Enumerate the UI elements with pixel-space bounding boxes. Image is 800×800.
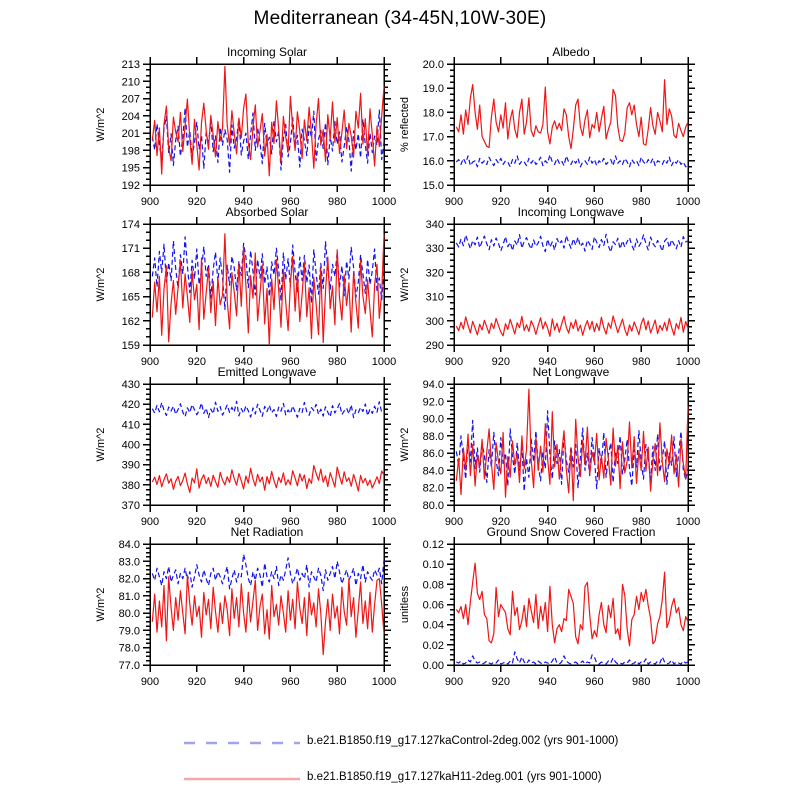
chart-incoming-longwave <box>384 204 718 384</box>
y-tick-label: 430 <box>121 379 140 391</box>
y-tick-label: 0.02 <box>422 639 444 652</box>
x-tick-label: 1000 <box>675 676 701 688</box>
series-line-experiment <box>456 316 688 336</box>
y-tick-label: 16.0 <box>422 155 444 168</box>
series-line-experiment <box>152 575 384 655</box>
y-tick-label: 77.0 <box>118 660 140 672</box>
y-tick-label: 207 <box>121 93 140 106</box>
y-tick-label: 0.12 <box>422 539 444 551</box>
y-axis-label: unitless <box>399 585 411 624</box>
y-tick-label: 168 <box>121 267 140 280</box>
series-line-experiment <box>152 234 384 345</box>
y-tick-label: 390 <box>121 459 140 472</box>
legend-item-control <box>0 735 800 749</box>
y-axis-label: W/m^2 <box>399 267 411 302</box>
chart-absorbed-solar <box>80 204 414 384</box>
x-tick-label: 960 <box>585 676 604 688</box>
y-tick-label: 0.06 <box>422 599 444 612</box>
y-tick-label: 192 <box>121 180 140 192</box>
x-tick-label: 960 <box>281 196 300 208</box>
x-tick-label: 960 <box>281 676 300 688</box>
y-tick-label: 82.0 <box>118 573 140 586</box>
plot-frame <box>454 384 688 505</box>
y-tick-label: 380 <box>121 479 140 492</box>
x-tick-label: 960 <box>281 516 300 528</box>
x-tick-label: 940 <box>234 196 253 208</box>
legend-solid-line-icon <box>183 775 301 783</box>
y-tick-label: 159 <box>121 340 140 352</box>
y-tick-label: 290 <box>425 340 444 352</box>
chart-title: Net Longwave <box>532 365 610 379</box>
y-tick-label: 78.0 <box>118 642 140 655</box>
y-tick-label: 15.0 <box>422 180 444 192</box>
y-axis-label: W/m^2 <box>95 427 107 462</box>
series-line-control <box>456 652 688 664</box>
chart-canvas <box>80 524 414 699</box>
y-tick-label: 210 <box>121 76 140 89</box>
chart-title: Net Radiation <box>230 525 304 539</box>
y-tick-label: 195 <box>121 162 140 175</box>
x-tick-label: 940 <box>538 676 557 688</box>
y-tick-label: 320 <box>425 267 444 280</box>
plot-frame <box>454 544 688 665</box>
y-tick-label: 310 <box>425 291 444 304</box>
y-tick-label: 84.0 <box>118 539 140 551</box>
y-axis-label: W/m^2 <box>95 267 107 302</box>
y-axis-label: W/m^2 <box>95 107 107 142</box>
y-tick-label: 81.0 <box>118 590 140 603</box>
x-tick-label: 920 <box>187 516 206 528</box>
y-tick-label: 92.0 <box>422 396 444 409</box>
x-tick-label: 1000 <box>675 516 701 528</box>
y-tick-label: 174 <box>121 219 140 231</box>
y-tick-label: 0.10 <box>422 559 444 572</box>
x-tick-label: 900 <box>444 356 464 368</box>
x-tick-label: 980 <box>632 356 651 368</box>
chart-title: Albedo <box>552 45 590 59</box>
chart-canvas <box>384 364 718 539</box>
chart-canvas <box>80 364 414 539</box>
x-tick-label: 920 <box>187 676 206 688</box>
x-tick-label: 940 <box>234 516 253 528</box>
y-tick-label: 171 <box>121 243 140 256</box>
y-tick-label: 80.0 <box>118 608 140 621</box>
x-tick-label: 920 <box>187 356 206 368</box>
chart-incoming-solar <box>80 44 414 224</box>
chart-title: Emitted Longwave <box>217 365 317 379</box>
x-tick-label: 980 <box>328 516 347 528</box>
y-axis-label: W/m^2 <box>399 427 411 462</box>
plot-frame <box>150 384 384 505</box>
x-tick-label: 1000 <box>371 356 397 368</box>
x-tick-label: 960 <box>585 516 604 528</box>
series-line-experiment <box>152 466 384 493</box>
y-tick-label: 410 <box>121 419 140 432</box>
x-tick-label: 900 <box>140 356 160 368</box>
x-tick-label: 920 <box>187 196 206 208</box>
x-tick-label: 920 <box>491 676 510 688</box>
y-tick-label: 19.0 <box>422 83 444 96</box>
y-tick-label: 17.0 <box>422 131 444 144</box>
x-tick-label: 980 <box>328 356 347 368</box>
y-tick-label: 420 <box>121 399 140 412</box>
x-tick-label: 900 <box>444 676 464 688</box>
y-tick-label: 204 <box>121 110 140 123</box>
x-tick-label: 1000 <box>675 196 701 208</box>
chart-albedo <box>384 44 718 224</box>
chart-canvas <box>384 44 718 219</box>
x-tick-label: 980 <box>632 516 651 528</box>
y-tick-label: 18.0 <box>422 107 444 120</box>
chart-canvas <box>80 44 414 219</box>
chart-title: Ground Snow Covered Fraction <box>486 525 656 539</box>
y-tick-label: 84.0 <box>422 465 444 478</box>
x-tick-label: 940 <box>538 356 557 368</box>
y-tick-label: 83.0 <box>118 556 140 569</box>
chart-canvas <box>80 204 414 379</box>
x-tick-label: 900 <box>140 196 160 208</box>
chart-canvas <box>384 204 718 379</box>
y-tick-label: 213 <box>121 59 140 71</box>
y-tick-label: 90.0 <box>422 413 444 426</box>
x-tick-label: 920 <box>491 356 510 368</box>
series-line-experiment <box>152 66 384 176</box>
chart-title: Absorbed Solar <box>225 205 309 219</box>
x-tick-label: 940 <box>234 356 253 368</box>
series-line-experiment <box>456 80 688 149</box>
x-tick-label: 1000 <box>675 356 701 368</box>
legend-label-experiment: b.e21.B1850.f19_g17.127kaH11-2deg.001 (yrs 901-1000) <box>307 771 602 783</box>
y-tick-label: 0.04 <box>422 619 444 632</box>
x-tick-label: 900 <box>444 516 464 528</box>
y-tick-label: 86.0 <box>422 448 444 461</box>
chart-net-longwave <box>384 364 718 544</box>
legend-label-control: b.e21.B1850.f19_g17.127kaControl-2deg.002 (yrs 901-1000) <box>307 735 619 747</box>
y-tick-label: 340 <box>425 219 444 231</box>
x-tick-label: 960 <box>585 356 604 368</box>
y-tick-label: 198 <box>121 145 140 158</box>
x-tick-label: 980 <box>328 676 347 688</box>
chart-canvas <box>384 524 718 699</box>
y-tick-label: 400 <box>121 439 140 452</box>
x-tick-label: 940 <box>538 516 557 528</box>
x-tick-label: 900 <box>444 196 464 208</box>
y-tick-label: 300 <box>425 315 444 328</box>
x-tick-label: 980 <box>632 676 651 688</box>
x-tick-label: 960 <box>585 196 604 208</box>
x-tick-label: 1000 <box>371 676 397 688</box>
y-tick-label: 79.0 <box>118 625 140 638</box>
series-line-control <box>152 401 384 417</box>
y-tick-label: 20.0 <box>422 59 444 71</box>
chart-net-radiation <box>80 524 414 704</box>
x-tick-label: 1000 <box>371 196 397 208</box>
chart-emitted-longwave <box>80 364 414 544</box>
chart-title: Incoming Longwave <box>517 205 625 219</box>
y-axis-label: W/m^2 <box>95 587 107 622</box>
legend-item-experiment <box>0 771 800 785</box>
x-tick-label: 920 <box>491 196 510 208</box>
y-tick-label: 82.0 <box>422 482 444 495</box>
x-tick-label: 980 <box>632 196 651 208</box>
series-line-control <box>456 155 688 167</box>
chart-title: Incoming Solar <box>226 45 308 59</box>
y-tick-label: 201 <box>121 128 140 141</box>
y-tick-label: 88.0 <box>422 430 444 443</box>
series-line-experiment <box>456 389 688 501</box>
y-tick-label: 370 <box>121 500 140 512</box>
series-line-control <box>456 234 688 252</box>
x-tick-label: 900 <box>140 516 160 528</box>
x-tick-label: 980 <box>328 196 347 208</box>
x-tick-label: 1000 <box>371 516 397 528</box>
x-tick-label: 960 <box>281 356 300 368</box>
series-line-experiment <box>456 563 688 646</box>
y-tick-label: 165 <box>121 291 140 304</box>
y-tick-label: 80.0 <box>422 500 444 512</box>
y-tick-label: 330 <box>425 243 444 256</box>
y-tick-label: 0.00 <box>422 660 444 672</box>
x-tick-label: 920 <box>491 516 510 528</box>
legend-dashed-line-icon <box>183 739 301 747</box>
y-tick-label: 94.0 <box>422 379 444 391</box>
y-tick-label: 162 <box>121 315 140 328</box>
x-tick-label: 940 <box>234 676 253 688</box>
x-tick-label: 940 <box>538 196 557 208</box>
plot-frame <box>150 544 384 665</box>
x-tick-label: 900 <box>140 676 160 688</box>
y-tick-label: 0.08 <box>422 579 444 592</box>
y-axis-label: % reflected <box>399 96 411 153</box>
chart-ground-snow-covered-fraction <box>384 524 718 704</box>
figure-title: Mediterranean (34-45N,10W-30E) <box>253 8 547 29</box>
